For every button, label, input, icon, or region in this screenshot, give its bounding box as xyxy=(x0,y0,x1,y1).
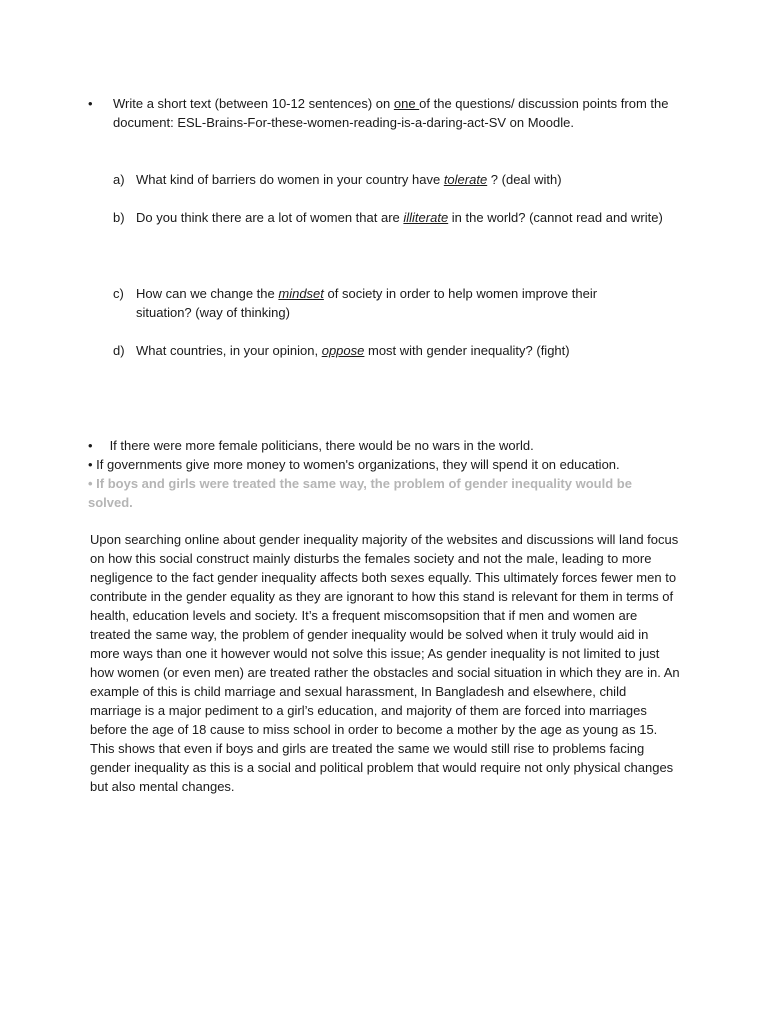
bullet-marker: • xyxy=(88,96,93,111)
question-text xyxy=(136,170,693,189)
question-pre: What kind of barriers do women in your country have xyxy=(136,172,444,187)
question-post: most with gender inequality? (fight) xyxy=(364,343,570,358)
statement-1 xyxy=(88,436,668,455)
question-text xyxy=(136,208,676,227)
question-a xyxy=(113,170,693,189)
assignment-instructions xyxy=(88,94,688,132)
question-text xyxy=(136,341,693,360)
question-text xyxy=(136,284,636,322)
question-pre: How can we change the xyxy=(136,286,279,301)
question-letter: c) xyxy=(113,286,124,301)
question-term: mindset xyxy=(278,286,324,301)
question-term: tolerate xyxy=(443,172,488,187)
essay-paragraph: Upon searching online about gender inequality majority of the websites and discussions will land focus on how this social construct mainly disturbs the females society and not the male, leading to more negligence to the fact gender inequality affects both sexes equally. This ultimately forces fewer men to contribute in the gender equality as they are ignorant to how this stand is relevant for them in terms of health, education levels and society. It’s a frequent miscomsopsition that if men and women are treated the same way, the problem of gender inequality would be solved when it truly would aid in more ways than one it however would not solve this issue; As gender inequality is not limited to just how women (or even men) are treated rather the obstacles and social situation in which they are in. An example of this is child marriage and sexual harassment, In Bangladesh and elsewhere, child marriage is a major pediment to a girl’s education, and majority of them are forced into marriages before the age of 18 cause to miss school in order to become a mother by the age as young as 15. This shows that even if boys and girls are treated the same we would still rise to problems facing gender inequality as this is a social and political problem that would require not only physical changes but also mental changes. xyxy=(90,532,680,794)
instructions-text xyxy=(113,94,688,132)
question-post: of society in order to help women improve their situation? (way of thinking) xyxy=(136,286,598,320)
bullet-marker: • xyxy=(88,438,93,453)
statement-text: • If boys and girls were treated the same way, the problem of gender inequality would be solved. xyxy=(88,476,632,510)
question-post: in the world? (cannot read and write) xyxy=(448,210,663,225)
question-letter: a) xyxy=(113,172,125,187)
question-pre: What countries, in your opinion, xyxy=(136,343,322,358)
statement-text: • If governments give more money to women's organizations, they will spend it on education. xyxy=(88,457,620,472)
statement-2 xyxy=(88,455,668,474)
question-term: illiterate xyxy=(403,210,449,225)
statement-3 xyxy=(88,474,663,512)
question-b xyxy=(113,208,693,227)
instructions-underlined: one xyxy=(393,96,420,111)
question-letter: b) xyxy=(113,210,125,225)
question-c xyxy=(113,284,693,322)
question-d xyxy=(113,341,693,360)
instructions-pre: Write a short text (between 10-12 sentences) on xyxy=(113,96,394,111)
question-post: ? (deal with) xyxy=(487,172,562,187)
question-term: oppose xyxy=(321,343,365,358)
question-pre: Do you think there are a lot of women that are xyxy=(136,210,404,225)
question-letter: d) xyxy=(113,343,125,358)
statement-text: If there were more female politicians, there would be no wars in the world. xyxy=(109,438,534,453)
instructions-post: of the questions/ discussion points from the document: ESL-Brains-For-these-women-reading-is-a-daring-act-SV on Moodle. xyxy=(113,96,669,130)
